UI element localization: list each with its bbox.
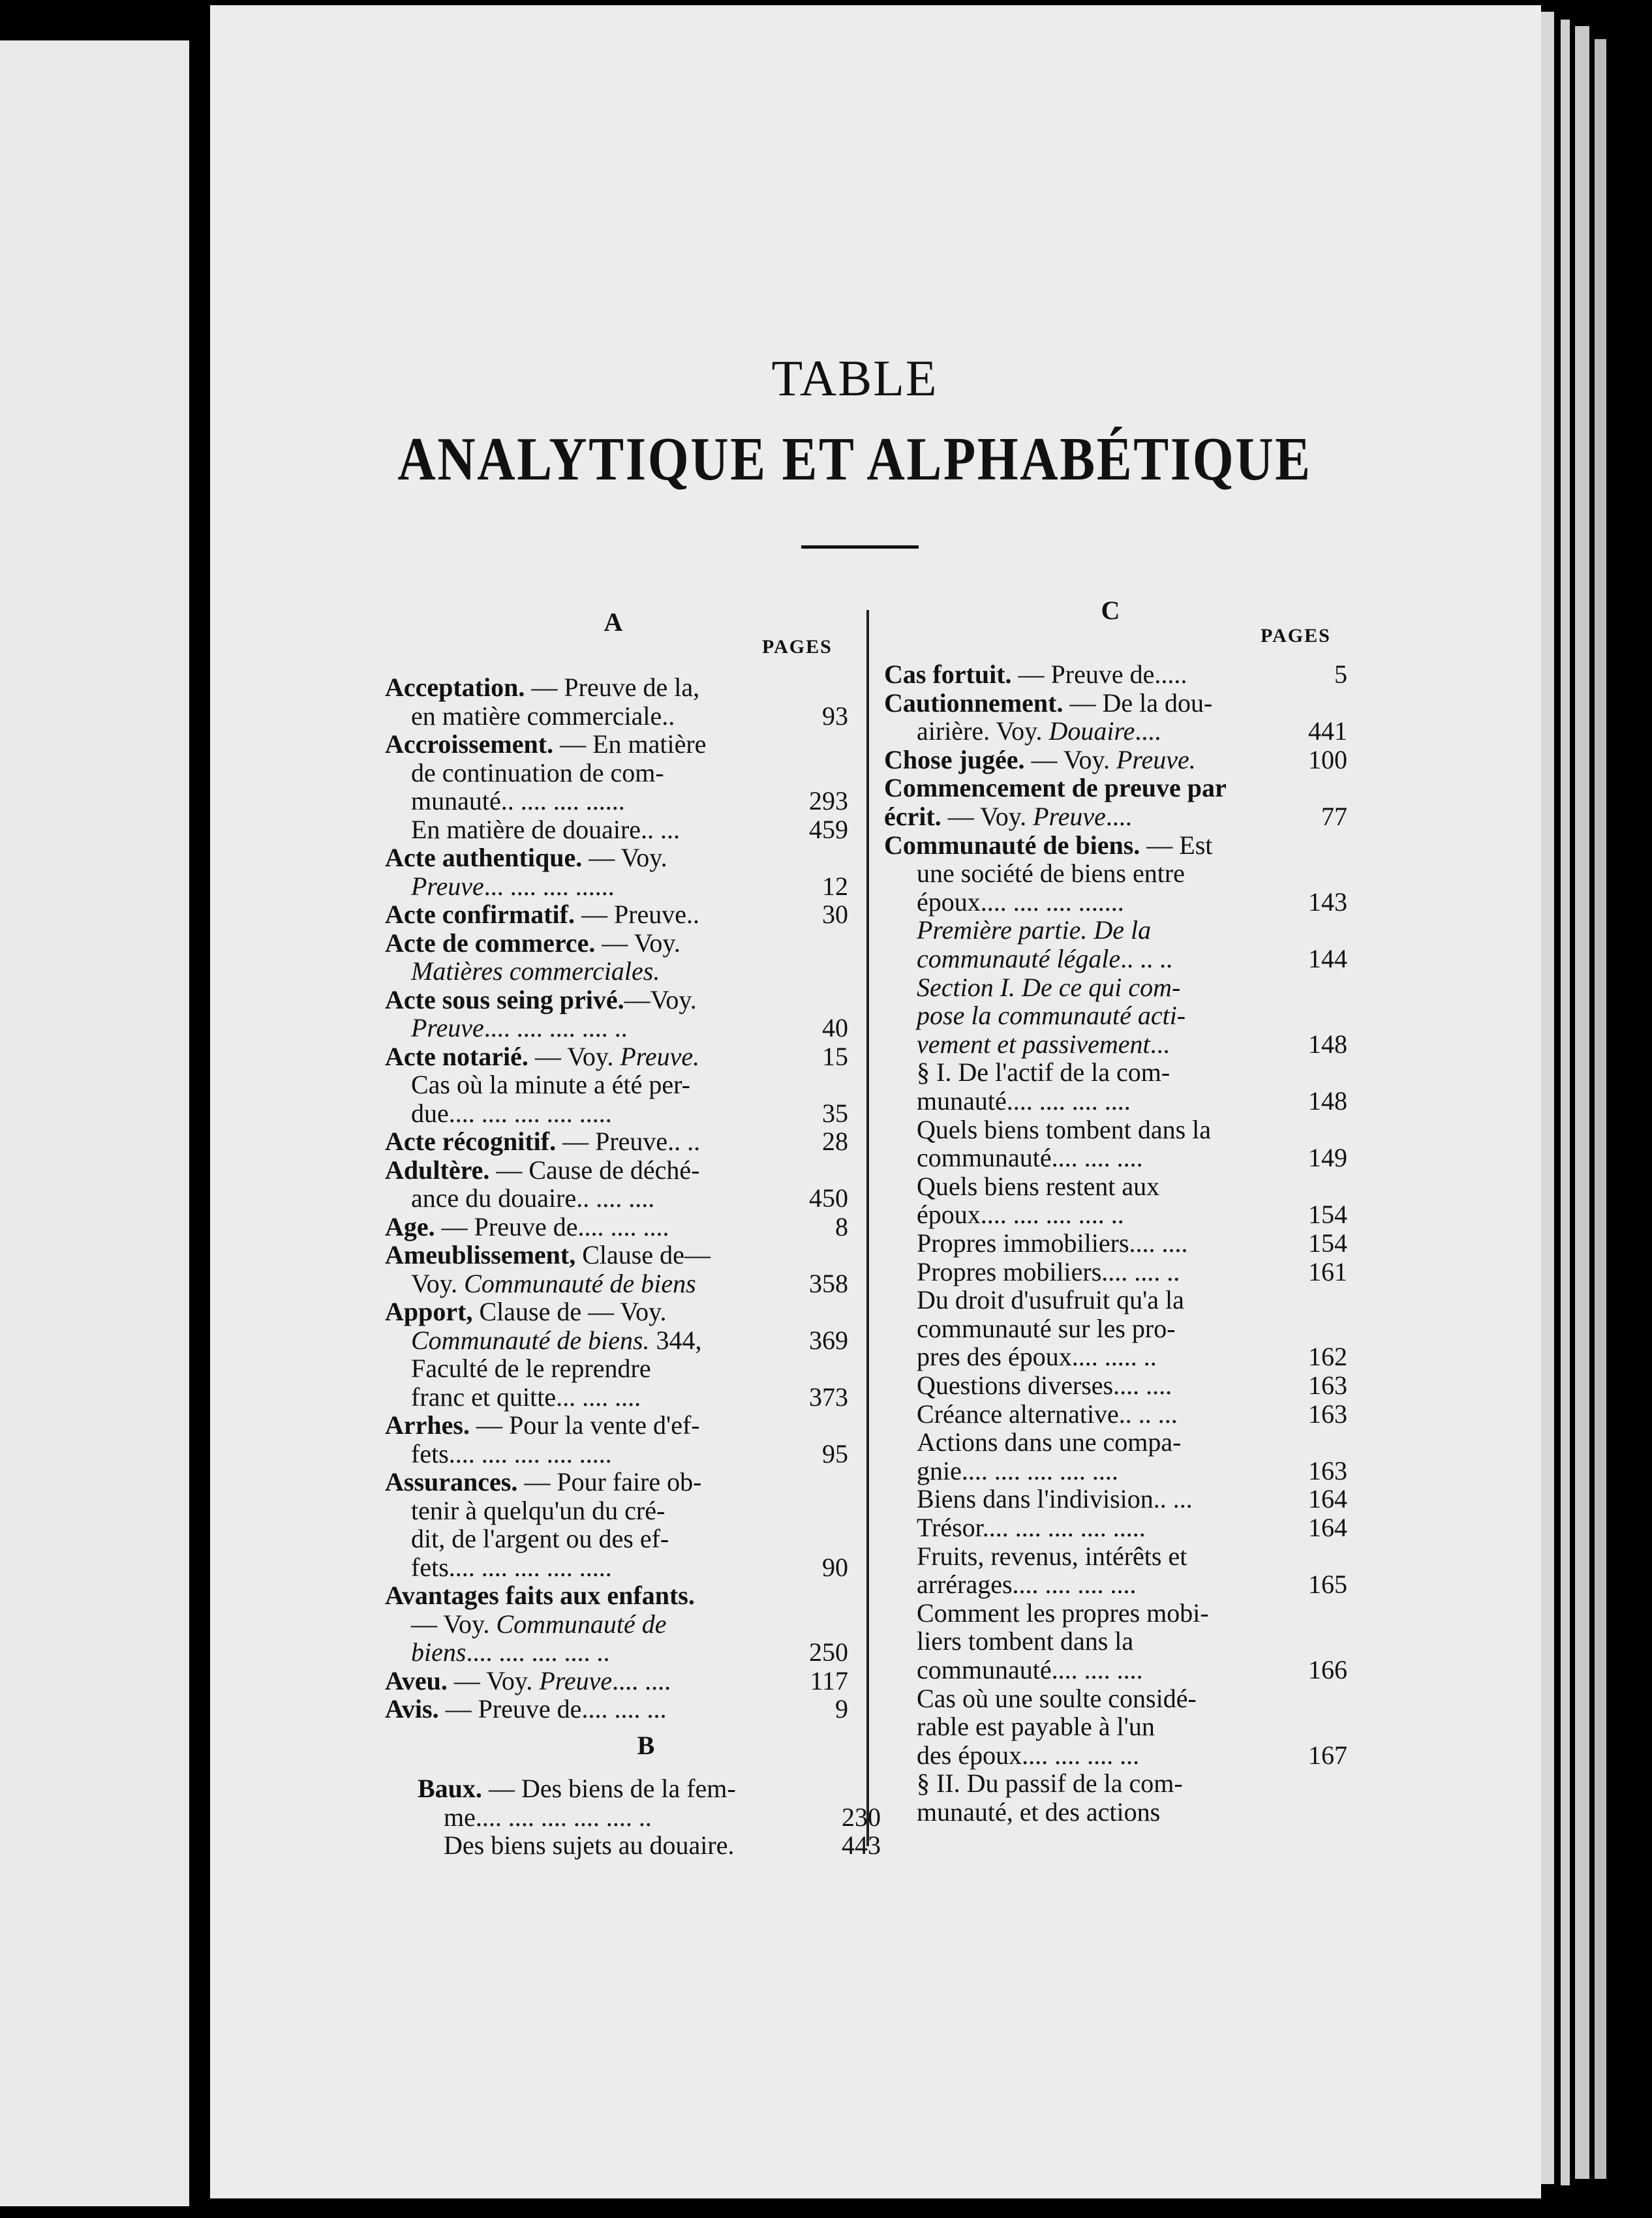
index-entry-line: Questions diverses.... .... [917, 1371, 1172, 1400]
index-entry-line: Acceptation. — Preuve de la, [385, 673, 700, 702]
index-entry-line: Cas où la minute a été per- [411, 1070, 690, 1099]
index-entry-line: Fruits, revenus, intérêts et [917, 1541, 1187, 1571]
index-entry-line: Communauté de biens. — Est [884, 830, 1213, 860]
page-number: 450 [809, 1183, 848, 1213]
page-number: 148 [1308, 1029, 1347, 1059]
index-entry-line: ance du douaire.. .... .... [411, 1183, 655, 1213]
index-entry-line: airière. Voy. Douaire.... [917, 716, 1161, 746]
index-entry-line: rable est payable à l'un [917, 1712, 1155, 1742]
index-entry-line: munauté.. .... .... ...... [411, 786, 625, 815]
page-number: 40 [822, 1013, 848, 1042]
index-entry-line: biens.... .... .... .... .. [411, 1637, 610, 1667]
index-entry-line: Cautionnement. — De la dou- [884, 688, 1213, 718]
index-entry-line: en matière commerciale.. [411, 701, 675, 731]
page-number: 77 [1321, 802, 1347, 831]
page-number: 293 [809, 786, 848, 815]
index-entry-line: Preuve... .... .... ...... [411, 871, 615, 901]
page-number: 15 [822, 1041, 848, 1071]
index-entry-line: communauté.... .... .... [917, 1143, 1143, 1173]
index-entry-line: Matières commerciales. [411, 956, 660, 986]
index-entry-line: Section I. De ce qui com- [917, 972, 1181, 1002]
column-divider [866, 610, 869, 1846]
section-letter-a: A [604, 607, 623, 637]
index-entry-line: franc et quitte... .... .... [411, 1382, 641, 1412]
index-entry-line: Trésor.... .... .... .... ..... [917, 1513, 1146, 1542]
index-entry-line: Assurances. — Pour faire ob- [385, 1467, 702, 1496]
index-entry-line: Adultère. — Cause de déché- [385, 1155, 700, 1185]
page-number: 162 [1308, 1342, 1347, 1372]
index-entry-line: Acte sous seing privé.—Voy. [385, 984, 697, 1014]
page-number: 250 [809, 1637, 848, 1667]
page-number: 163 [1308, 1455, 1347, 1485]
index-entry-line: de continuation de com- [411, 757, 664, 787]
index-entry-line: des époux.... .... .... ... [917, 1740, 1140, 1770]
page-number: 369 [809, 1325, 848, 1355]
page-number: 93 [822, 701, 848, 731]
index-entry-line: Cas fortuit. — Preuve de..... [884, 660, 1187, 689]
page-number: 441 [1308, 716, 1347, 746]
title-rule [801, 545, 919, 549]
index-entry-line: Accroissement. — En matière [385, 729, 707, 759]
index-entry-line: Voy. Communauté de biens [411, 1268, 696, 1298]
page-edge [1561, 20, 1570, 2185]
index-entry-line: me.... .... .... .... .... .. [444, 1802, 652, 1832]
page-number: 28 [822, 1127, 848, 1156]
section-letter-c: C [1101, 596, 1120, 625]
index-entry-line: En matière de douaire.. ... [411, 814, 681, 844]
page-number: 149 [1308, 1143, 1347, 1173]
index-entry-line: munauté, et des actions [917, 1797, 1161, 1827]
index-entry-line: Faculté de le reprendre [411, 1354, 651, 1383]
page-number: 459 [809, 814, 848, 844]
page-number: 143 [1308, 887, 1347, 917]
page-number: 167 [1308, 1740, 1347, 1770]
index-entry-line: Avantages faits aux enfants. [385, 1581, 695, 1610]
index-entry-line: Première partie. De la [917, 915, 1152, 945]
index-entry-line: époux.... .... .... ....... [917, 887, 1124, 917]
index-entry-line: Aveu. — Voy. Preuve.... .... [385, 1665, 671, 1695]
page-number: 5 [1334, 660, 1347, 689]
index-entry-line: Cas où une soulte considé- [917, 1683, 1197, 1713]
index-entry-line: liers tombent dans la [917, 1626, 1134, 1656]
index-entry-line: fets.... .... .... .... ..... [411, 1552, 612, 1582]
index-entry-line: écrit. — Voy. Preuve.... [884, 802, 1132, 831]
page-number: 164 [1308, 1484, 1347, 1514]
page-number: 35 [822, 1098, 848, 1128]
index-entry-line: Acte confirmatif. — Preuve.. [385, 900, 700, 929]
index-entry-line: fets.... .... .... .... ..... [411, 1438, 612, 1468]
index-entry-line: Commencement de preuve par [884, 773, 1227, 803]
page-number: 100 [1308, 744, 1347, 774]
index-entry-line: Chose jugée. — Voy. Preuve. [884, 744, 1196, 774]
index-entry-line: tenir à quelqu'un du cré- [411, 1495, 665, 1525]
index-entry-line: Age. — Preuve de.... .... .... [385, 1211, 669, 1241]
pages-header-right: PAGES [1261, 625, 1331, 646]
index-entry-line: communauté sur les pro- [917, 1313, 1176, 1343]
page-number: 148 [1308, 1086, 1347, 1116]
index-entry-line: Acte de commerce. — Voy. [385, 928, 681, 958]
index-entry-line: pose la communauté acti- [917, 1001, 1186, 1031]
index-entry-line: vement et passivement... [917, 1029, 1170, 1059]
index-entry-line: § II. Du passif de la com- [917, 1769, 1183, 1799]
pages-header-left: PAGES [762, 636, 833, 658]
index-entry-line: Apport, Clause de — Voy. [385, 1297, 667, 1326]
index-entry-line: Acte récognitif. — Preuve.. .. [385, 1127, 701, 1156]
index-entry-line: Baux. — Des biens de la fem- [418, 1774, 736, 1803]
page-number: 154 [1308, 1200, 1347, 1230]
page-edge [1541, 12, 1554, 2184]
index-entry-line: Actions dans une compa- [917, 1427, 1182, 1457]
index-entry-line: Biens dans l'indivision.. ... [917, 1484, 1193, 1514]
page-number: 166 [1308, 1655, 1347, 1684]
section-letter-b: B [637, 1731, 655, 1760]
page-number: 373 [809, 1382, 848, 1412]
page-number: 161 [1308, 1256, 1347, 1286]
index-entry-line: pres des époux.... ..... .. [917, 1342, 1157, 1372]
index-entry-line: dit, de l'argent ou des ef- [411, 1524, 669, 1553]
index-entry-line: communauté légale.. .. .. [917, 944, 1173, 973]
index-entry-line: due.... .... .... .... ..... [411, 1098, 612, 1128]
page-title: TABLE [771, 350, 938, 406]
page-number: 164 [1308, 1513, 1347, 1542]
index-entry-line: gnie.... .... .... .... .... [917, 1455, 1118, 1485]
page-number: 95 [822, 1438, 848, 1468]
page-number: 230 [842, 1802, 881, 1832]
page-number: 12 [822, 871, 848, 901]
index-entry-line: Arrhes. — Pour la vente d'ef- [385, 1410, 700, 1440]
page-number: 9 [835, 1694, 848, 1724]
index-entry-line: Avis. — Preuve de.... .... ... [385, 1694, 667, 1724]
index-entry-line: époux.... .... .... .... .. [917, 1200, 1124, 1230]
index-entry-line: Acte notarié. — Voy. Preuve. [385, 1041, 700, 1071]
page-number: 163 [1308, 1371, 1347, 1400]
index-entry-line: communauté.... .... .... [917, 1655, 1143, 1684]
index-entry-line: Du droit d'usufruit qu'a la [917, 1285, 1184, 1315]
index-entry-line: — Voy. Communauté de [411, 1609, 667, 1639]
index-entry-line: Ameublissement, Clause de— [385, 1240, 711, 1269]
index-entry-line: Comment les propres mobi- [917, 1598, 1209, 1628]
page-number: 154 [1308, 1228, 1347, 1258]
page-number: 163 [1308, 1399, 1347, 1429]
index-entry-line: § I. De l'actif de la com- [917, 1057, 1170, 1087]
index-entry-line: Preuve.... .... .... .... .. [411, 1013, 628, 1042]
index-entry-line: Propres mobiliers.... .... .. [917, 1256, 1180, 1286]
page-number: 144 [1308, 944, 1347, 973]
index-entry-line: Créance alternative.. .. ... [917, 1399, 1178, 1429]
index-entry-line: Quels biens tombent dans la [917, 1114, 1212, 1144]
index-entry-line: une société de biens entre [917, 858, 1185, 889]
index-entry-line: Quels biens restent aux [917, 1171, 1160, 1201]
page-number: 358 [809, 1268, 848, 1298]
page-number: 90 [822, 1552, 848, 1582]
page-number: 443 [842, 1831, 881, 1860]
index-entry-line: arrérages.... .... .... .... [917, 1570, 1137, 1600]
page-number: 30 [822, 900, 848, 929]
index-entry-line: Communauté de biens. 344, [411, 1325, 702, 1355]
index-entry-line: Propres immobiliers.... .... [917, 1228, 1188, 1258]
page-number: 117 [810, 1665, 848, 1695]
index-entry-line: Acte authentique. — Voy. [385, 843, 667, 872]
page-subtitle: ANALYTIQUE ET ALPHABÉTIQUE [397, 425, 1312, 493]
index-entry-line: Des biens sujets au douaire. [444, 1831, 735, 1860]
page-number: 8 [835, 1211, 848, 1241]
page-number: 165 [1308, 1570, 1347, 1600]
index-entry-line: munauté.... .... .... .... [917, 1086, 1131, 1116]
